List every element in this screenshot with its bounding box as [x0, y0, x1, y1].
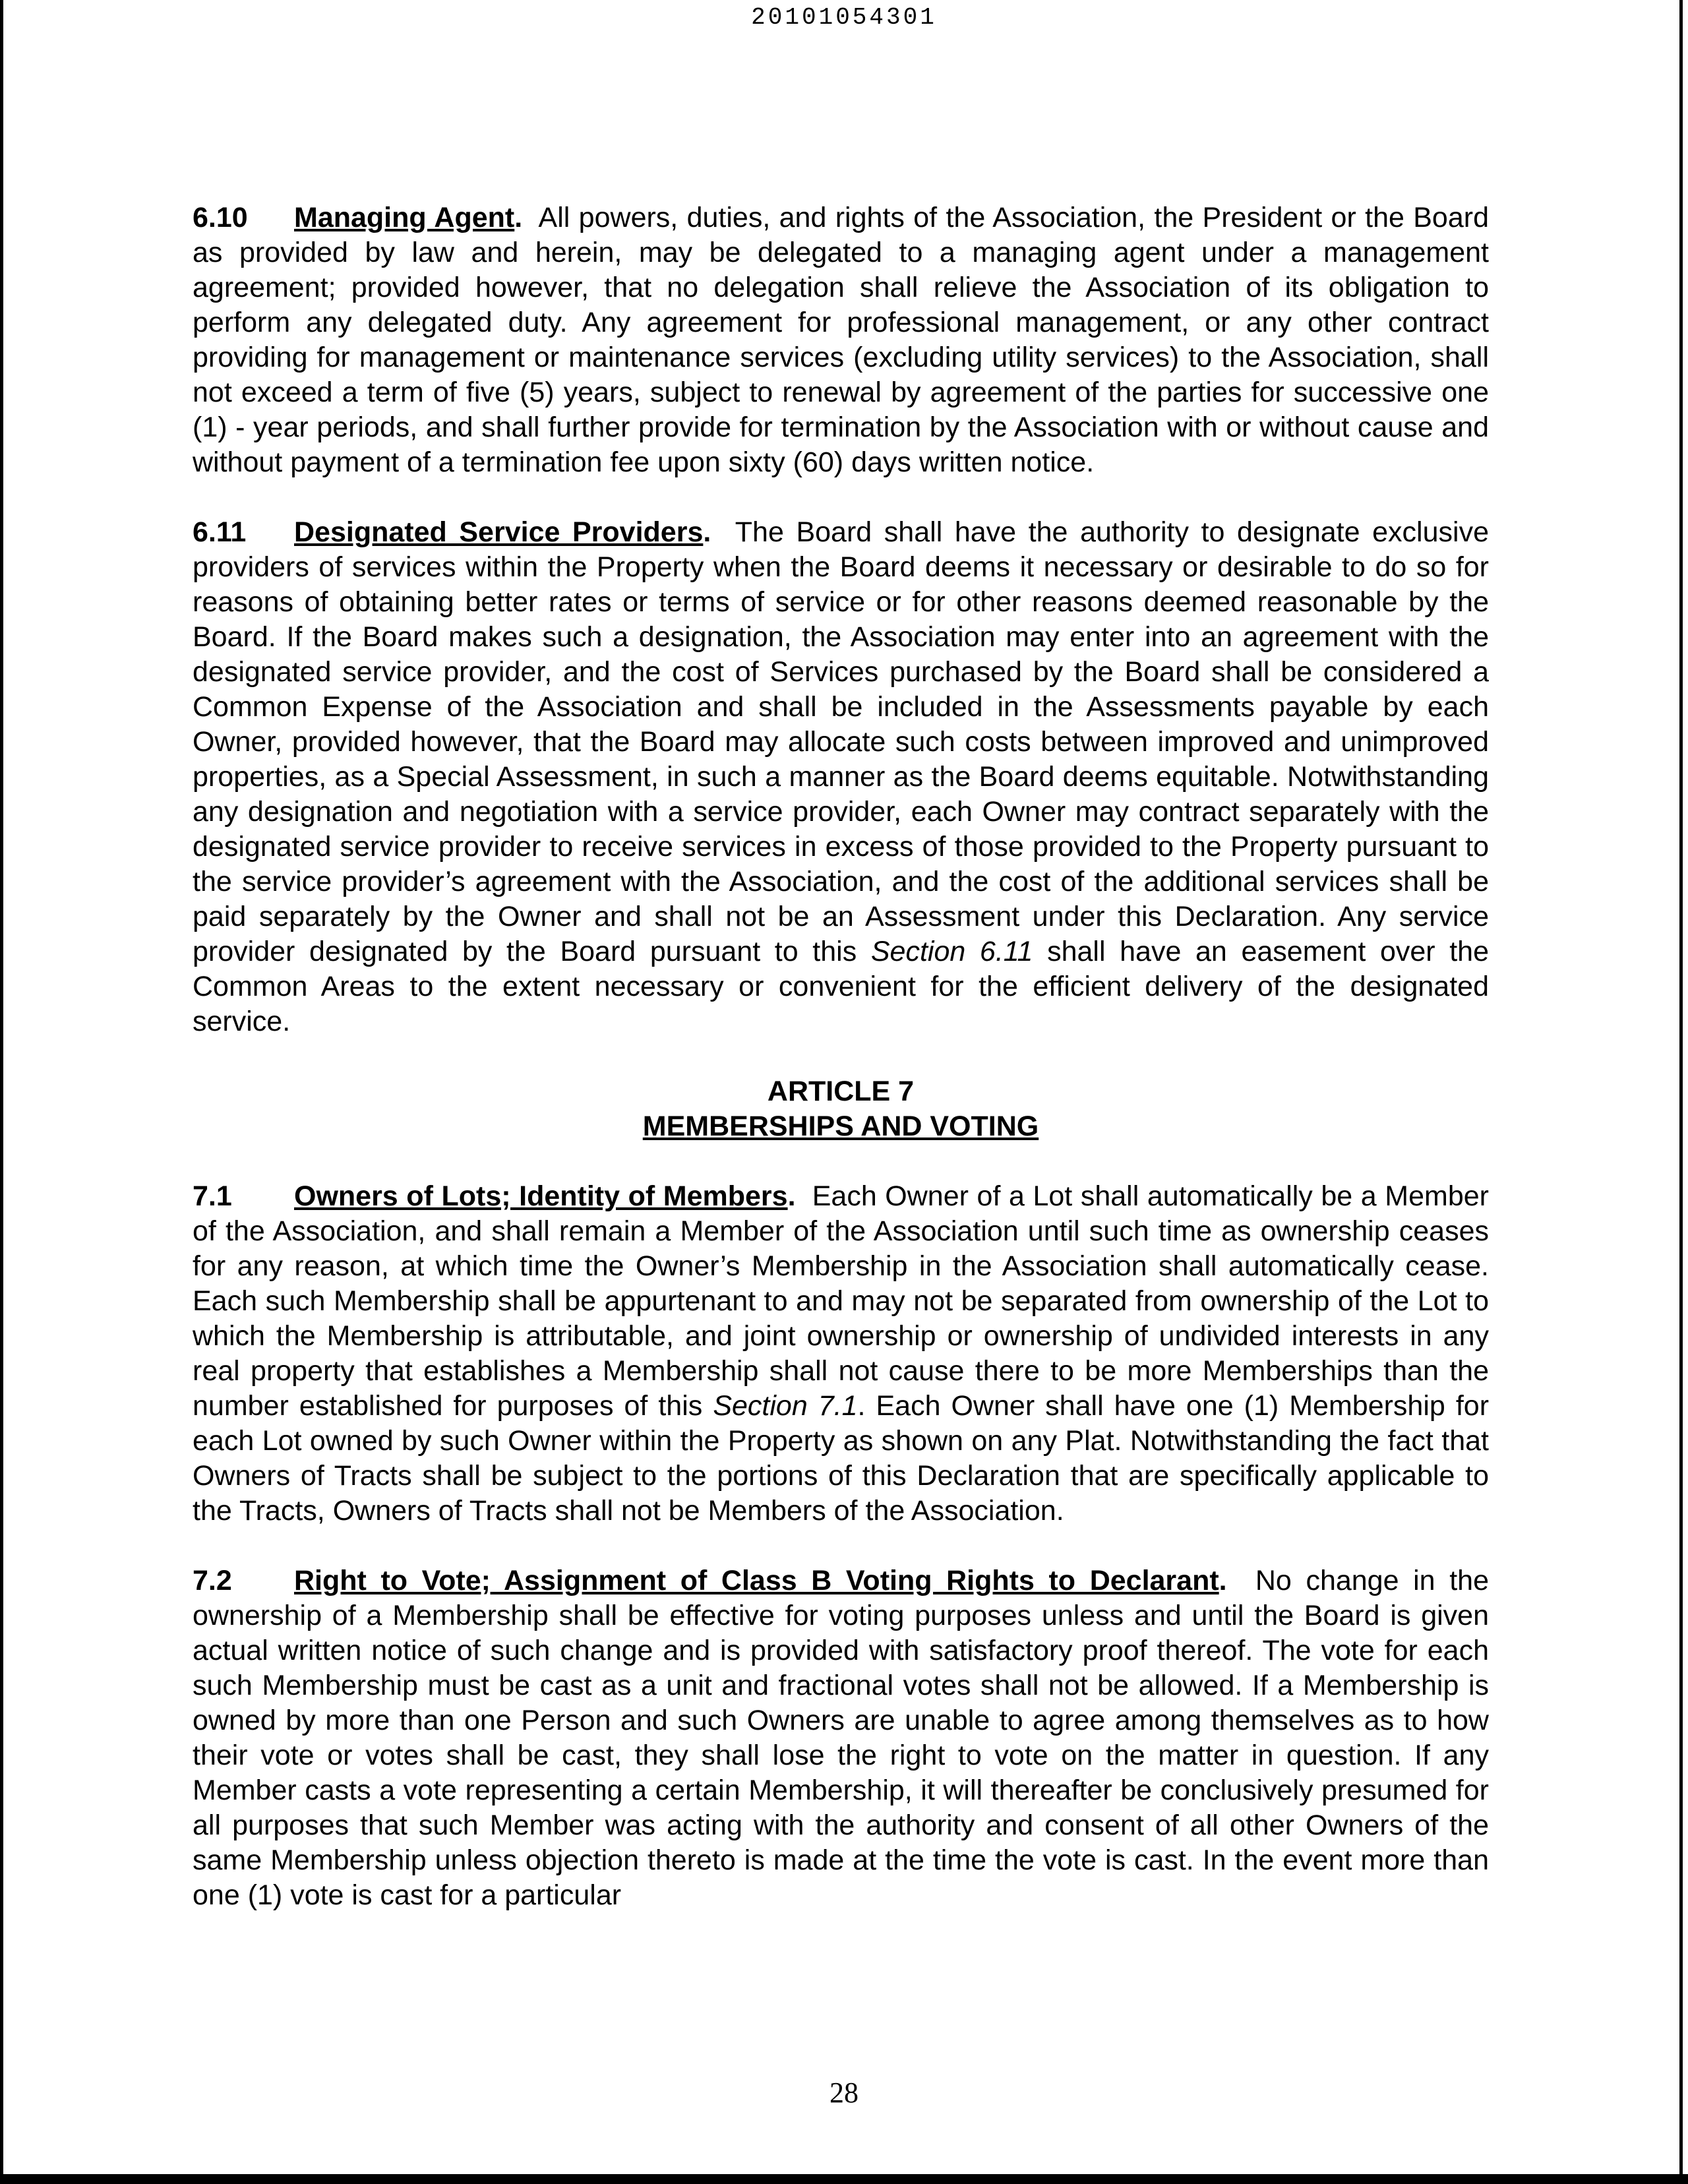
section-text: All powers, duties, and rights of the Association, the President or the Board as provided by law and herein, may be delegated to a managing agent under a management agreement; provided however, that no delegation shall relieve the Association of its obligation to perform any delegated duty. Any agreement for professional management, or any other contract providing for management or maintenance services (excluding utility services) to the Association, shall not exceed a term of five (5) years, subject to renewal by agreement of the parties for successive one (1) - year periods, and shall further provide for termination by the Association with or without cause and without payment of a termination fee upon sixty (60) days written notice.	[193, 202, 1489, 478]
section-7-1: 7.1 Owners of Lots; Identity of Members. Each Owner of a Lot shall automatically be a Member of the Association, and shall remain a Member of the Association until such time as ownership ceases for any reason, at which time the Owner’s Membership in the Association shall automatically cease. Each such Membership shall be appurtenant to and may not be separated from ownership of the Lot to which the Membership is attributable, and joint ownership or ownership of undivided interests in any real property that establishes a Membership shall not cause there to be more Memberships than the number established for purposes of this Section 7.1. Each Owner shall have one (1) Membership for each Lot owned by such Owner within the Property as shown on any Plat. Notwithstanding the fact that Owners of Tracts shall be subject to the portions of this Declaration that are specifically applicable to the Tracts, Owners of Tracts shall not be Members of the Association.	[193, 1180, 1490, 1527]
section-number: 6.10	[193, 202, 248, 233]
article-number: ARTICLE 7	[767, 1076, 915, 1107]
section-number: 6.11	[193, 516, 247, 548]
section-number: 7.1	[193, 1180, 232, 1212]
section-text-continued: shall have an easement over the Common Areas to the extent necessary or convenient for the efficient delivery of the designated service.	[193, 936, 1490, 1037]
article-heading	[193, 1074, 1489, 1144]
document-number: 20101054301	[751, 4, 937, 31]
section-heading: Managing Agent	[294, 202, 515, 233]
right-scan-border	[1679, 0, 1683, 2184]
section-6-10: 6.10 Managing Agent. All powers, duties, and rights of the Association, the President or the Board as provided by law and herein, may be delegated to a managing agent under a management agreement; provided however, that no delegation shall relieve the Association of its obligation to perform any delegated duty. Any agreement for professional management, or any other contract providing for management or maintenance services (excluding utility services) to the Association, shall not exceed a term of five (5) years, subject to renewal by agreement of the parties for successive one (1) - year periods, and shall further provide for termination by the Association with or without cause and without payment of a termination fee upon sixty (60) days written notice.	[193, 202, 1489, 478]
section-reference: Section 6.11	[870, 936, 1033, 967]
section-7-2: 7.2 Right to Vote; Assignment of Class B Voting Rights to Declarant. No change in the ownership of a Membership shall be effective for voting purposes unless and until the Board is given actual written notice of such change and is provided with satisfactory proof thereof. The vote for each such Membership must be cast as a unit and fractional votes shall not be allowed. If a Membership is owned by more than one Person and such Owners are unable to agree among themselves as to how their vote or votes shall be cast, they shall lose the right to vote on the matter in question. If any Member casts a vote representing a certain Membership, it will thereafter be conclusively presumed for all purposes that such Member was acting with the authority and consent of all other Owners of the same Membership unless objection thereto is made at the time the vote is cast. In the event more than one (1) vote is cast for a particular	[193, 1565, 1489, 1911]
article-title: MEMBERSHIPS AND VOTING	[642, 1110, 1039, 1142]
section-text: No change in the ownership of a Membership shall be effective for voting purposes unless and until the Board is given actual written notice of such change and is provided with satisfactory proof thereof. The vote for each such Membership must be cast as a unit and fractional votes shall not be allowed. If a Membership is owned by more than one Person and such Owners are unable to agree among themselves as to how their vote or votes shall be cast, they shall lose the right to vote on the matter in question. If any Member casts a vote representing a certain Membership, it will thereafter be conclusively presumed for all purposes that such Member was acting with the authority and consent of all other Owners of the same Membership unless objection thereto is made at the time the vote is cast. In the event more than one (1) vote is cast for a particular	[193, 1565, 1489, 1911]
section-heading: Right to Vote; Assignment of Class B Voting Rights to Declarant	[294, 1565, 1219, 1596]
section-6-11: 6.11 Designated Service Providers. The Board shall have the authority to designate exclusive providers of services within the Property when the Board deems it necessary or desirable to do so for reasons of obtaining better rates or terms of service or for other reasons deemed reasonable by the Board. If the Board makes such a designation, the Association may enter into an agreement with the designated service provider, and the cost of Services purchased by the Board shall be considered a Common Expense of the Association and shall be included in the Assessments payable by each Owner, provided however, that the Board may allocate such costs between improved and unimproved properties, as a Special Assessment, in such a manner as the Board deems equitable. Notwithstanding any designation and negotiation with a service provider, each Owner may contract separately with the designated service provider to receive services in excess of those provided to the Property pursuant to the service provider’s agreement with the Association, and the cost of the additional services shall be paid separately by the Owner and shall not be an Assessment under this Declaration. Any service provider designated by the Board pursuant to this Section 6.11 shall have an easement over the Common Areas to the extent necessary or convenient for the efficient delivery of the designated service.	[193, 516, 1490, 1037]
page-number: 28	[829, 2077, 859, 2109]
section-heading: Designated Service Providers	[294, 516, 704, 548]
section-text: Each Owner of a Lot shall automatically be a Member of the Association, and shall remain a Member of the Association until such time as ownership ceases for any reason, at which time the Owner’s Membership in the Association shall automatically cease. Each such Membership shall be appurtenant to and may not be separated from ownership of the Lot to which the Membership is attributable, and joint ownership or ownership of undivided interests in any real property that establishes a Membership shall not cause there to be more Memberships than the number established for purposes of this	[193, 1180, 1489, 1422]
section-heading: Owners of Lots; Identity of Members	[294, 1180, 788, 1212]
section-number: 7.2	[193, 1565, 232, 1596]
page-body	[193, 200, 1489, 1948]
section-reference: Section 7.1	[713, 1390, 858, 1422]
section-text: The Board shall have the authority to designate exclusive providers of services within the Property when the Board deems it necessary or desirable to do so for reasons of obtaining better rates or terms of service or for other reasons deemed reasonable by the Board. If the Board makes such a designation, the Association may enter into an agreement with the designated service provider, and the cost of Services purchased by the Board shall be considered a Common Expense of the Association and shall be included in the Assessments payable by each Owner, provided however, that the Board may allocate such costs between improved and unimproved properties, as a Special Assessment, in such a manner as the Board deems equitable. Notwithstanding any designation and negotiation with a service provider, each Owner may contract separately with the designated service provider to receive services in excess of those provided to the Property pursuant to the service provider’s agreement with the Association, and the cost of the additional services shall be paid separately by the Owner and shall not be an Assessment under this Declaration. Any service provider designated by the Board pursuant to this	[193, 516, 1489, 967]
left-scan-border	[0, 0, 3, 2184]
section-text-continued: . Each Owner shall have one (1) Membership for each Lot owned by such Owner within the Property as shown on any Plat. Notwithstanding the fact that Owners of Tracts shall be subject to the portions of this Declaration that are specifically applicable to the Tracts, Owners of Tracts shall not be Members of the Association.	[193, 1390, 1490, 1527]
bottom-scan-border	[0, 2174, 1688, 2184]
